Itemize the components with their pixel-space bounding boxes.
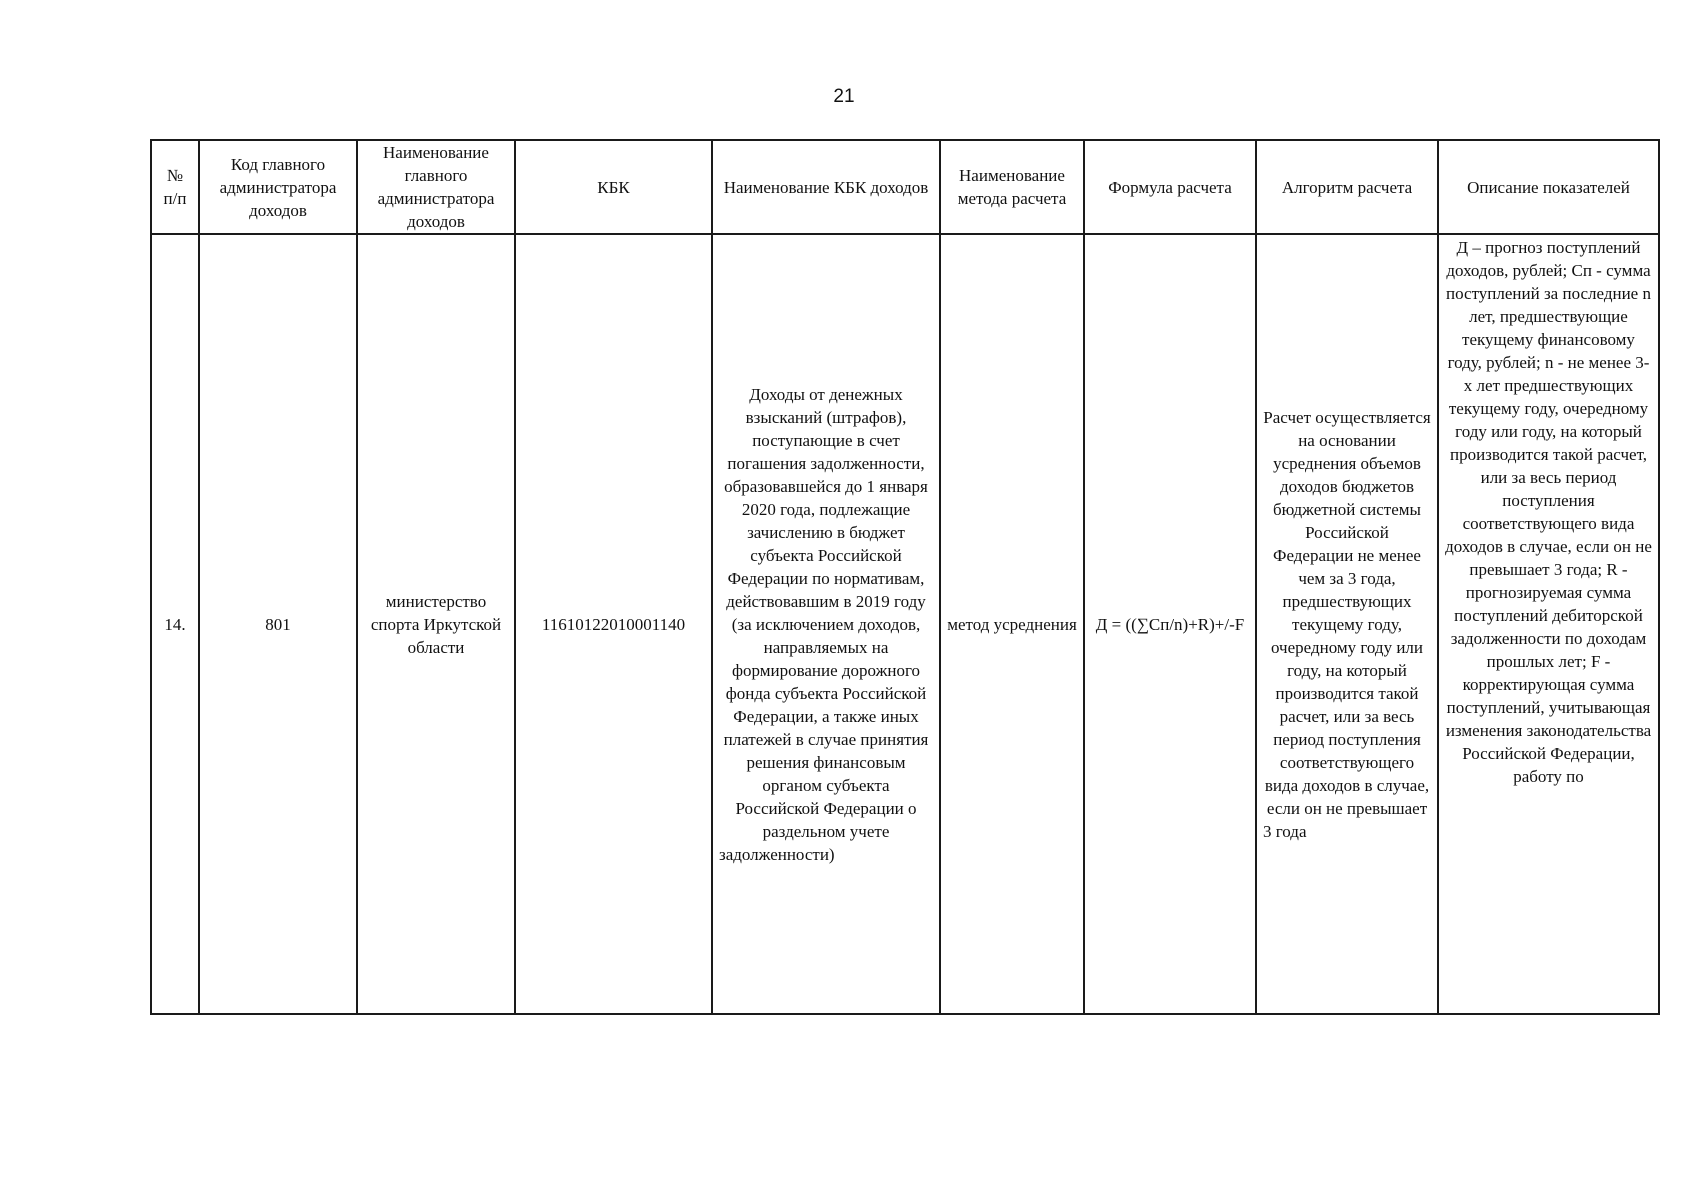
cell-admin-name: министерство спорта Иркутской области: [357, 234, 515, 1014]
table-row: [151, 234, 1659, 1014]
cell-admin-code: 801: [199, 234, 357, 1014]
header-kbk-name: Наименование КБК доходов: [712, 140, 940, 234]
header-kbk: КБК: [515, 140, 712, 234]
header-description: Описание показателей: [1438, 140, 1659, 234]
header-formula: Формула расчета: [1084, 140, 1256, 234]
cell-method: метод усреднения: [940, 234, 1084, 1014]
header-algorithm: Алгоритм расчета: [1256, 140, 1438, 234]
cell-kbk: 11610122010001140: [515, 234, 712, 1014]
header-num: № п/п: [151, 140, 199, 234]
header-method: Наименование метода расчета: [940, 140, 1084, 234]
revenue-forecast-table: [150, 139, 1660, 1015]
cell-description: [1438, 234, 1659, 1014]
cell-algorithm: Расчет осуществляется на основании усреднения объемов доходов бюджетов бюджетной системы Российской Федерации не менее чем за 3 года, предшествующих текущему году, очередному году или году, на который производится такой расчет, или за весь период поступления соответствующего вида доходов в случае, если он не превышает 3 года: [1256, 234, 1438, 1014]
cell-kbk-name: Доходы от денежных взысканий (штрафов), поступающие в счет погашения задолженности, образовавшейся до 1 января 2020 года, подлежащие зачислению в бюджет субъекта Российской Федерации по нормативам, действовавшим в 2019 году (за исключением доходов, направляемых на формирование дорожного фонда субъекта Российской Федерации, а также иных платежей в случае принятия решения финансовым органом субъекта Российской Федерации о раздельном учете задолженности): [712, 234, 940, 1014]
description-text: Д – прогноз поступлений доходов, рублей; Сп - сумма поступлений за последние n лет, предшествующие текущему финансовому году, рублей; n - не менее 3-х лет предшествующих текущему году, очередному году или году, на который производится такой расчет, или за весь период поступления соответствующего вида доходов в случае, если он не превышает 3 года; R - прогнозируемая сумма поступлений дебиторской задолженности по доходам прошлых лет; F - корректирующая сумма поступлений, учитывающая изменения законодательства Российской Федерации, работу по: [1445, 238, 1652, 786]
cell-formula: Д = ((∑Сп/n)+R)+/-F: [1084, 234, 1256, 1014]
header-admin-name: Наименование главного администратора доходов: [357, 140, 515, 234]
cell-num: 14.: [151, 234, 199, 1014]
page-number: 21: [833, 86, 855, 107]
header-admin-code: Код главного администратора доходов: [199, 140, 357, 234]
table-header-row: [151, 140, 1659, 234]
